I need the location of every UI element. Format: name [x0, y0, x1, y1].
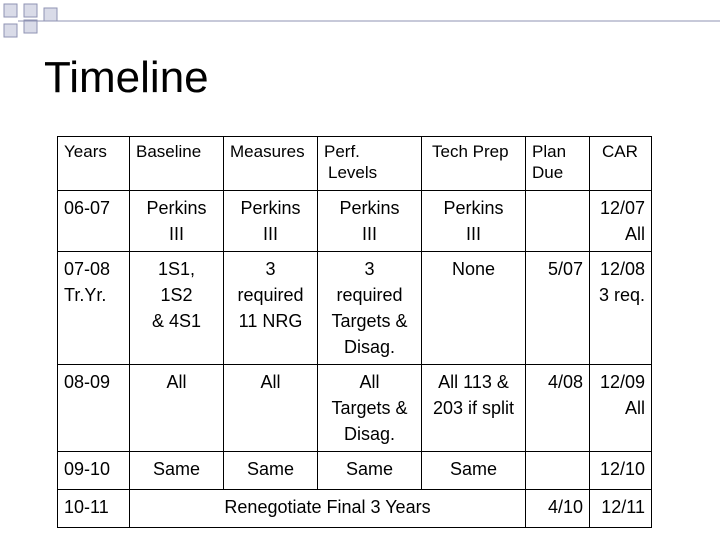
- header-tech-prep: Tech Prep: [422, 137, 526, 191]
- cell-measures: [224, 252, 318, 365]
- cell-years-line: 07-08: [64, 259, 111, 279]
- cell-tech-prep-line: III: [465, 224, 481, 244]
- header-baseline: Baseline: [130, 137, 224, 191]
- cell-plan-due-line: 5/07: [547, 259, 583, 279]
- table-row: [58, 490, 652, 528]
- cell-car: [590, 365, 652, 452]
- timeline-table: [57, 136, 652, 528]
- cell-years-line: 06-07: [64, 198, 111, 218]
- cell-car-line: 12/08: [599, 259, 645, 279]
- cell-baseline-line: III: [168, 224, 184, 244]
- cell-years: [58, 252, 130, 365]
- cell-tech-prep: [422, 365, 526, 452]
- cell-years-line: 10-11: [64, 497, 109, 517]
- cell-perf-levels-line: All: [359, 372, 380, 392]
- cell-perf-levels-line: Same: [345, 459, 394, 479]
- cell-years: [58, 452, 130, 490]
- cell-plan-due: [526, 365, 590, 452]
- cell-perf-levels-line: Targets &: [331, 311, 408, 331]
- cell-perf-levels-line: Disag.: [343, 424, 396, 444]
- cell-car: [590, 452, 652, 490]
- cell-perf-levels: [318, 452, 422, 490]
- cell-plan-due-line: 4/10: [547, 497, 583, 517]
- cell-tech-prep: [422, 452, 526, 490]
- table-row: [58, 191, 652, 252]
- table-row: [58, 452, 652, 490]
- cell-measures-line: 3: [265, 259, 276, 279]
- cell-measures-line: required: [237, 285, 304, 305]
- cell-measures-line: III: [262, 224, 278, 244]
- cell-renegotiate-span: [130, 490, 526, 528]
- cell-plan-due: [526, 191, 590, 252]
- cell-years: [58, 365, 130, 452]
- cell-baseline: [130, 252, 224, 365]
- header-years: Years: [58, 137, 130, 191]
- cell-baseline: [130, 365, 224, 452]
- header-plan-due: Plan Due: [526, 137, 590, 191]
- cell-years: [58, 490, 130, 528]
- cell-perf-levels-line: III: [361, 224, 377, 244]
- cell-perf-levels-line: Perkins: [339, 198, 400, 218]
- cell-measures-line: All: [260, 372, 281, 392]
- cell-tech-prep-line: Perkins: [443, 198, 504, 218]
- cell-baseline-line: All: [166, 372, 187, 392]
- cell-perf-levels-line: Disag.: [343, 337, 396, 357]
- header-row: [58, 137, 652, 191]
- cell-measures-line: Perkins: [240, 198, 301, 218]
- cell-baseline-line: Perkins: [146, 198, 207, 218]
- cell-measures: [224, 452, 318, 490]
- cell-years-line: 09-10: [64, 459, 111, 479]
- cell-measures: [224, 365, 318, 452]
- cell-baseline-line: 1S2: [160, 285, 193, 305]
- cell-tech-prep-line: Same: [449, 459, 498, 479]
- slide-title: Timeline: [44, 53, 209, 102]
- cell-tech-prep: [422, 252, 526, 365]
- cell-perf-levels: [318, 191, 422, 252]
- cell-baseline: [130, 452, 224, 490]
- cell-plan-due: [526, 452, 590, 490]
- cell-baseline: [130, 191, 224, 252]
- cell-tech-prep-line: 203 if split: [432, 398, 515, 418]
- renegotiate-text: Renegotiate Final 3 Years: [224, 497, 431, 517]
- cell-plan-due: [526, 490, 590, 528]
- cell-measures-line: 11 NRG: [238, 311, 303, 331]
- cell-perf-levels: [318, 252, 422, 365]
- cell-car-line: All: [624, 398, 645, 418]
- cell-plan-due-line: 4/08: [547, 372, 583, 392]
- cell-baseline-line: 1S1,: [157, 259, 196, 279]
- cell-years-line: 08-09: [64, 372, 111, 392]
- cell-perf-levels-line: 3: [364, 259, 375, 279]
- cell-perf-levels-line: required: [336, 285, 403, 305]
- cell-car: [590, 191, 652, 252]
- cell-car-line: 3 req.: [598, 285, 645, 305]
- header-measures: Measures: [224, 137, 318, 191]
- cell-car-line: 12/09: [599, 372, 645, 392]
- cell-plan-due: [526, 252, 590, 365]
- cell-tech-prep-line: All 113 &: [438, 372, 509, 392]
- cell-perf-levels: [318, 365, 422, 452]
- cell-car-line: 12/07: [599, 198, 645, 218]
- cell-tech-prep: [422, 191, 526, 252]
- cell-years-line: Tr.Yr.: [64, 285, 107, 305]
- table-row: [58, 365, 652, 452]
- cell-car-line: All: [624, 224, 645, 244]
- cell-car-line: 12/10: [599, 459, 645, 479]
- table-row: [58, 252, 652, 365]
- header-car: CAR: [590, 137, 652, 191]
- header-perf-levels: Perf. Levels: [318, 137, 422, 191]
- cell-measures: [224, 191, 318, 252]
- cell-car: [590, 252, 652, 365]
- cell-perf-levels-line: Targets &: [331, 398, 408, 418]
- cell-baseline-line: & 4S1: [151, 311, 202, 331]
- cell-car-line: 12/11: [601, 497, 645, 517]
- cell-years: [58, 191, 130, 252]
- cell-tech-prep-line: None: [451, 259, 496, 279]
- cell-baseline-line: Same: [152, 459, 201, 479]
- cell-measures-line: Same: [246, 459, 295, 479]
- cell-car: [590, 490, 652, 528]
- decorative-squares: [0, 0, 720, 40]
